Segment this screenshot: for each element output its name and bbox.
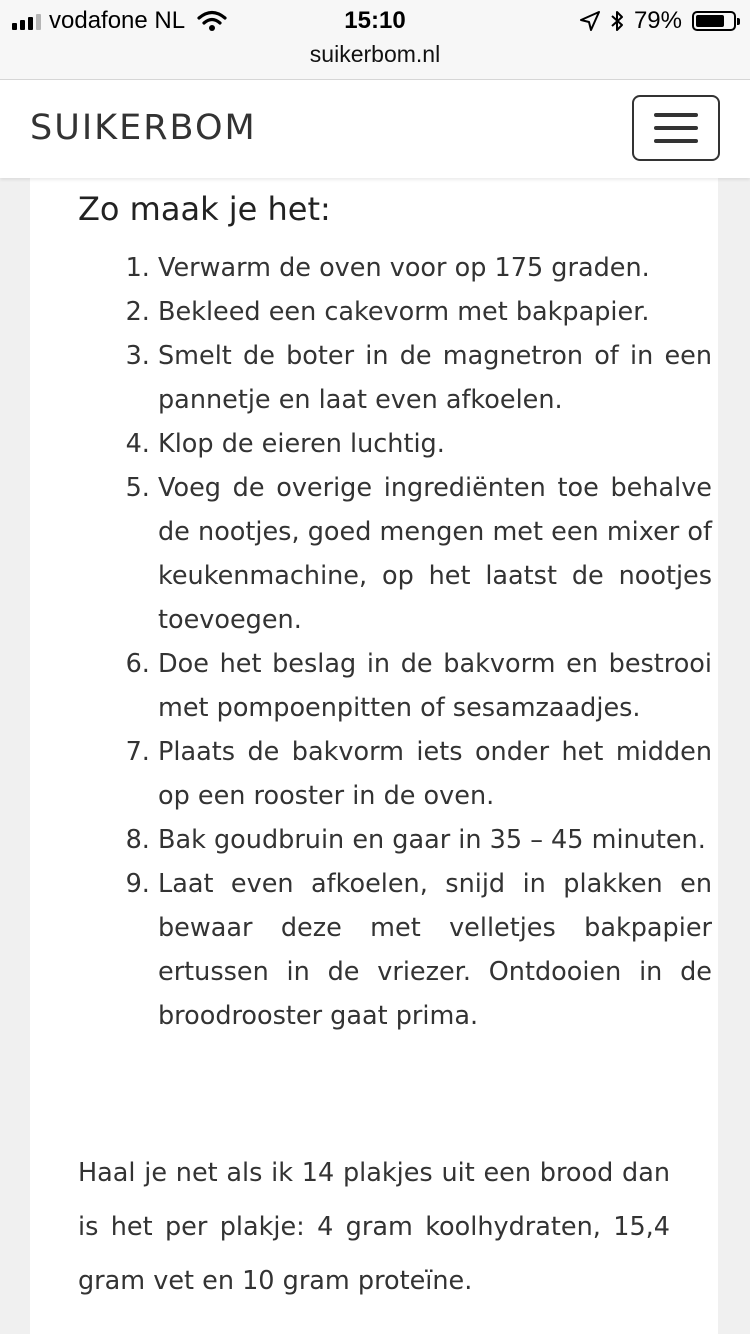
status-bar [0, 0, 750, 42]
location-arrow-icon [580, 11, 600, 31]
hamburger-menu-icon [654, 113, 698, 117]
clock: 15:10 [344, 7, 406, 34]
battery-level [696, 15, 724, 27]
recipe-step: 9. Laat even afkoelen, snijd in plakken en bewaar deze met velletjes bakpapier ertussen in de vriezer. Ontdooien in de broodrooster gaat prima. [158, 862, 712, 1038]
status-right [580, 7, 736, 35]
battery-percent: 79% [633, 7, 682, 34]
battery-icon [692, 11, 736, 31]
section-title: Zo maak je het: [78, 190, 331, 228]
recipe-step: 4. Klop de eieren luchtig. [158, 422, 712, 466]
carrier-name: vodafone NL [49, 7, 186, 34]
recipe-step: 3. Smelt de boter in de magnetron of in een pannetje en laat even afkoelen. [158, 334, 712, 422]
recipe-step: 5. Voeg de overige ingrediënten toe behalve de nootjes, goed mengen met een mixer of keukenmachine, op het laatst de nootjes toevoegen. [158, 466, 712, 642]
site-header [0, 80, 750, 178]
site-brand[interactable]: SUIKERBOM [30, 108, 257, 148]
article-content [30, 178, 718, 1334]
recipe-step: 7. Plaats de bakvorm iets onder het midden op een rooster in de oven. [158, 730, 712, 818]
recipe-step: 2. Bekleed een cakevorm met bakpapier. [158, 290, 712, 334]
hamburger-menu-icon [654, 139, 698, 143]
bluetooth-icon [610, 10, 624, 32]
recipe-step: 1. Verwarm de oven voor op 175 graden. [158, 246, 712, 290]
recipe-steps [116, 246, 712, 1038]
menu-toggle-button[interactable] [632, 95, 720, 161]
hamburger-menu-icon [654, 126, 698, 130]
nutrition-summary: Haal je net als ik 14 plakjes uit een brood dan is het per plakje: 4 gram koolhydraten, 15,4 gram vet en 10 gram proteïne. [78, 1158, 670, 1296]
url-text: suikerbom.nl [309, 41, 441, 67]
url-bar[interactable] [0, 42, 750, 80]
recipe-step: 8. Bak goudbruin en gaar in 35 – 45 minuten. [158, 818, 712, 862]
recipe-step: 6. Doe het beslag in de bakvorm en bestrooi met pompoenpitten of sesamzaadjes. [158, 642, 712, 730]
